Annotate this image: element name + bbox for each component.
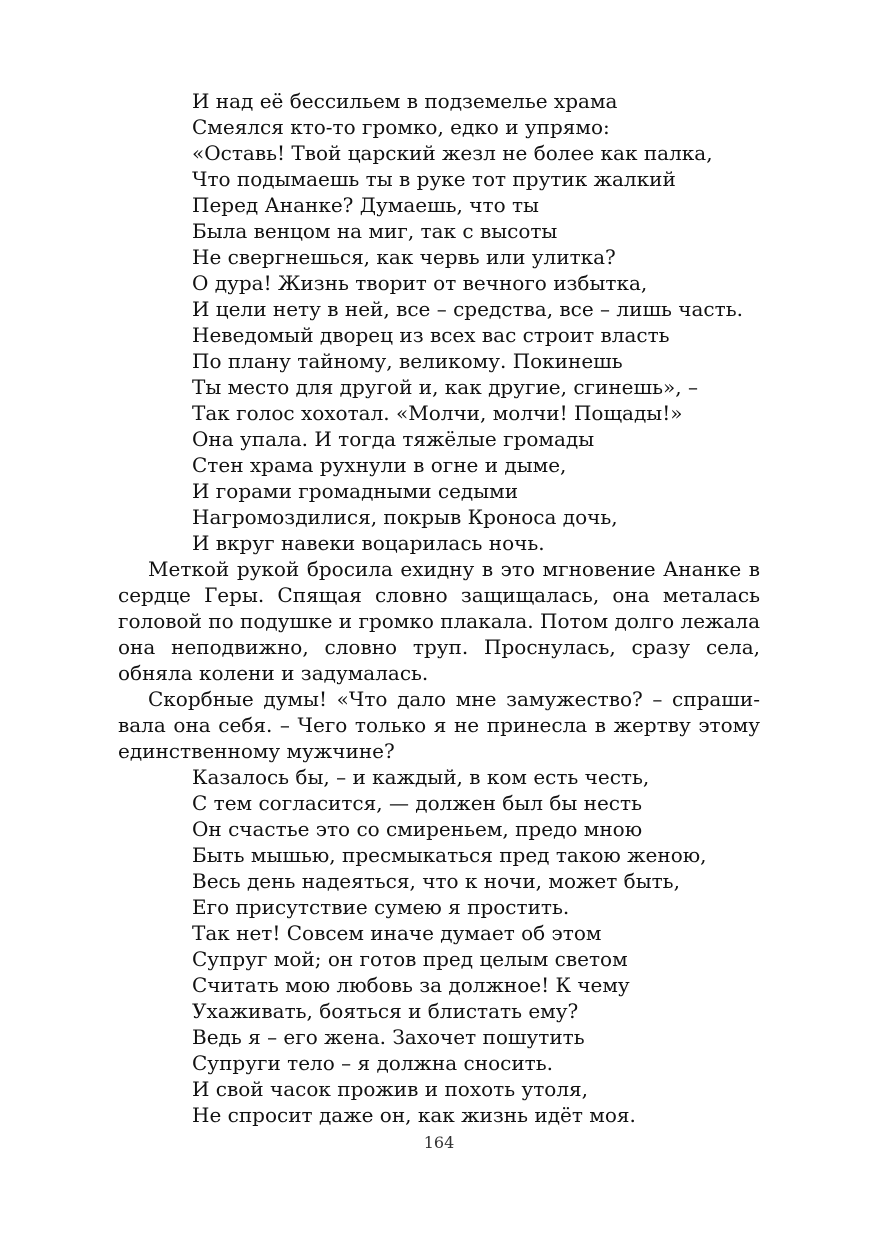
- verse-line: Так нет! Совсем иначе думает об этом: [192, 921, 602, 945]
- verse-line: Быть мышью, пресмыкаться пред такою женою,: [192, 843, 707, 867]
- verse-line: О дура! Жизнь творит от вечного избытка,: [192, 271, 648, 295]
- verse-block-1: [192, 88, 760, 556]
- verse-line: Не свергнешься, как червь или улитка?: [192, 245, 616, 269]
- page-body: [118, 88, 760, 1128]
- verse-line: Весь день надеяться, что к ночи, может быть,: [192, 869, 680, 893]
- verse-line: Казалось бы, – и каждый, в ком есть честь,: [192, 765, 650, 789]
- verse-line: И вкруг навеки воцарилась ночь.: [192, 531, 545, 555]
- verse-line: Супруги тело – я должна сносить.: [192, 1051, 553, 1075]
- verse-line: Стен храма рухнули в огне и дыме,: [192, 453, 567, 477]
- verse-line: Супруг мой; он готов пред целым светом: [192, 947, 628, 971]
- verse-line: Что подымаешь ты в руке тот прутик жалкий: [192, 167, 676, 191]
- verse-line: Считать мою любовь за должное! К чему: [192, 973, 630, 997]
- verse-block-2: [192, 764, 760, 1128]
- verse-line: «Оставь! Твой царский жезл не более как палка,: [192, 141, 713, 165]
- verse-line: По плану тайному, великому. Покинешь: [192, 349, 623, 373]
- prose-paragraph-1: Меткой рукой бросила ехидну в это мгновение Ананке в сердце Геры. Спящая словно защищалась, она металась головой по подушке и громко плакала. Потом долго лежала она неподвижно, словно труп. Проснулась, сразу села, обняла колени и задумалась.: [118, 557, 760, 685]
- verse-line: Была венцом на миг, так с высоты: [192, 219, 558, 243]
- page-number: 164: [423, 1133, 455, 1152]
- verse-line: Ты место для другой и, как другие, сгинешь», –: [192, 375, 698, 399]
- verse-line: Смеялся кто-то громко, едко и упрямо:: [192, 115, 610, 139]
- verse-line: Нагромоздилися, покрыв Кроноса дочь,: [192, 505, 618, 529]
- verse-line: С тем согласится, — должен был бы несть: [192, 791, 642, 815]
- verse-line: Ведь я – его жена. Захочет пошутить: [192, 1025, 585, 1049]
- prose-paragraph-2: Скорбные думы! «Что дало мне замужество? – спрашивала она себя. – Чего только я не принесла в жертву этому единственному мужчине?: [118, 687, 760, 763]
- verse-line: Его присутствие сумею я простить.: [192, 895, 570, 919]
- verse-line: Не спросит даже он, как жизнь идёт моя.: [192, 1103, 636, 1127]
- verse-line: Так голос хохотал. «Молчи, молчи! Пощады!»: [192, 401, 683, 425]
- verse-line: Ухаживать, бояться и блистать ему?: [192, 999, 579, 1023]
- verse-line: Неведомый дворец из всех вас строит власть: [192, 323, 670, 347]
- verse-line: И над её бессильем в подземелье храма: [192, 89, 618, 113]
- verse-line: Он счастье это со смиреньем, предо мною: [192, 817, 643, 841]
- verse-line: Перед Ананке? Думаешь, что ты: [192, 193, 539, 217]
- verse-line: И цели нету в ней, все – средства, все – лишь часть.: [192, 297, 743, 321]
- verse-line: И горами громадными седыми: [192, 479, 519, 503]
- verse-line: И свой часок прожив и похоть утоля,: [192, 1077, 588, 1101]
- verse-line: Она упала. И тогда тяжёлые громады: [192, 427, 595, 451]
